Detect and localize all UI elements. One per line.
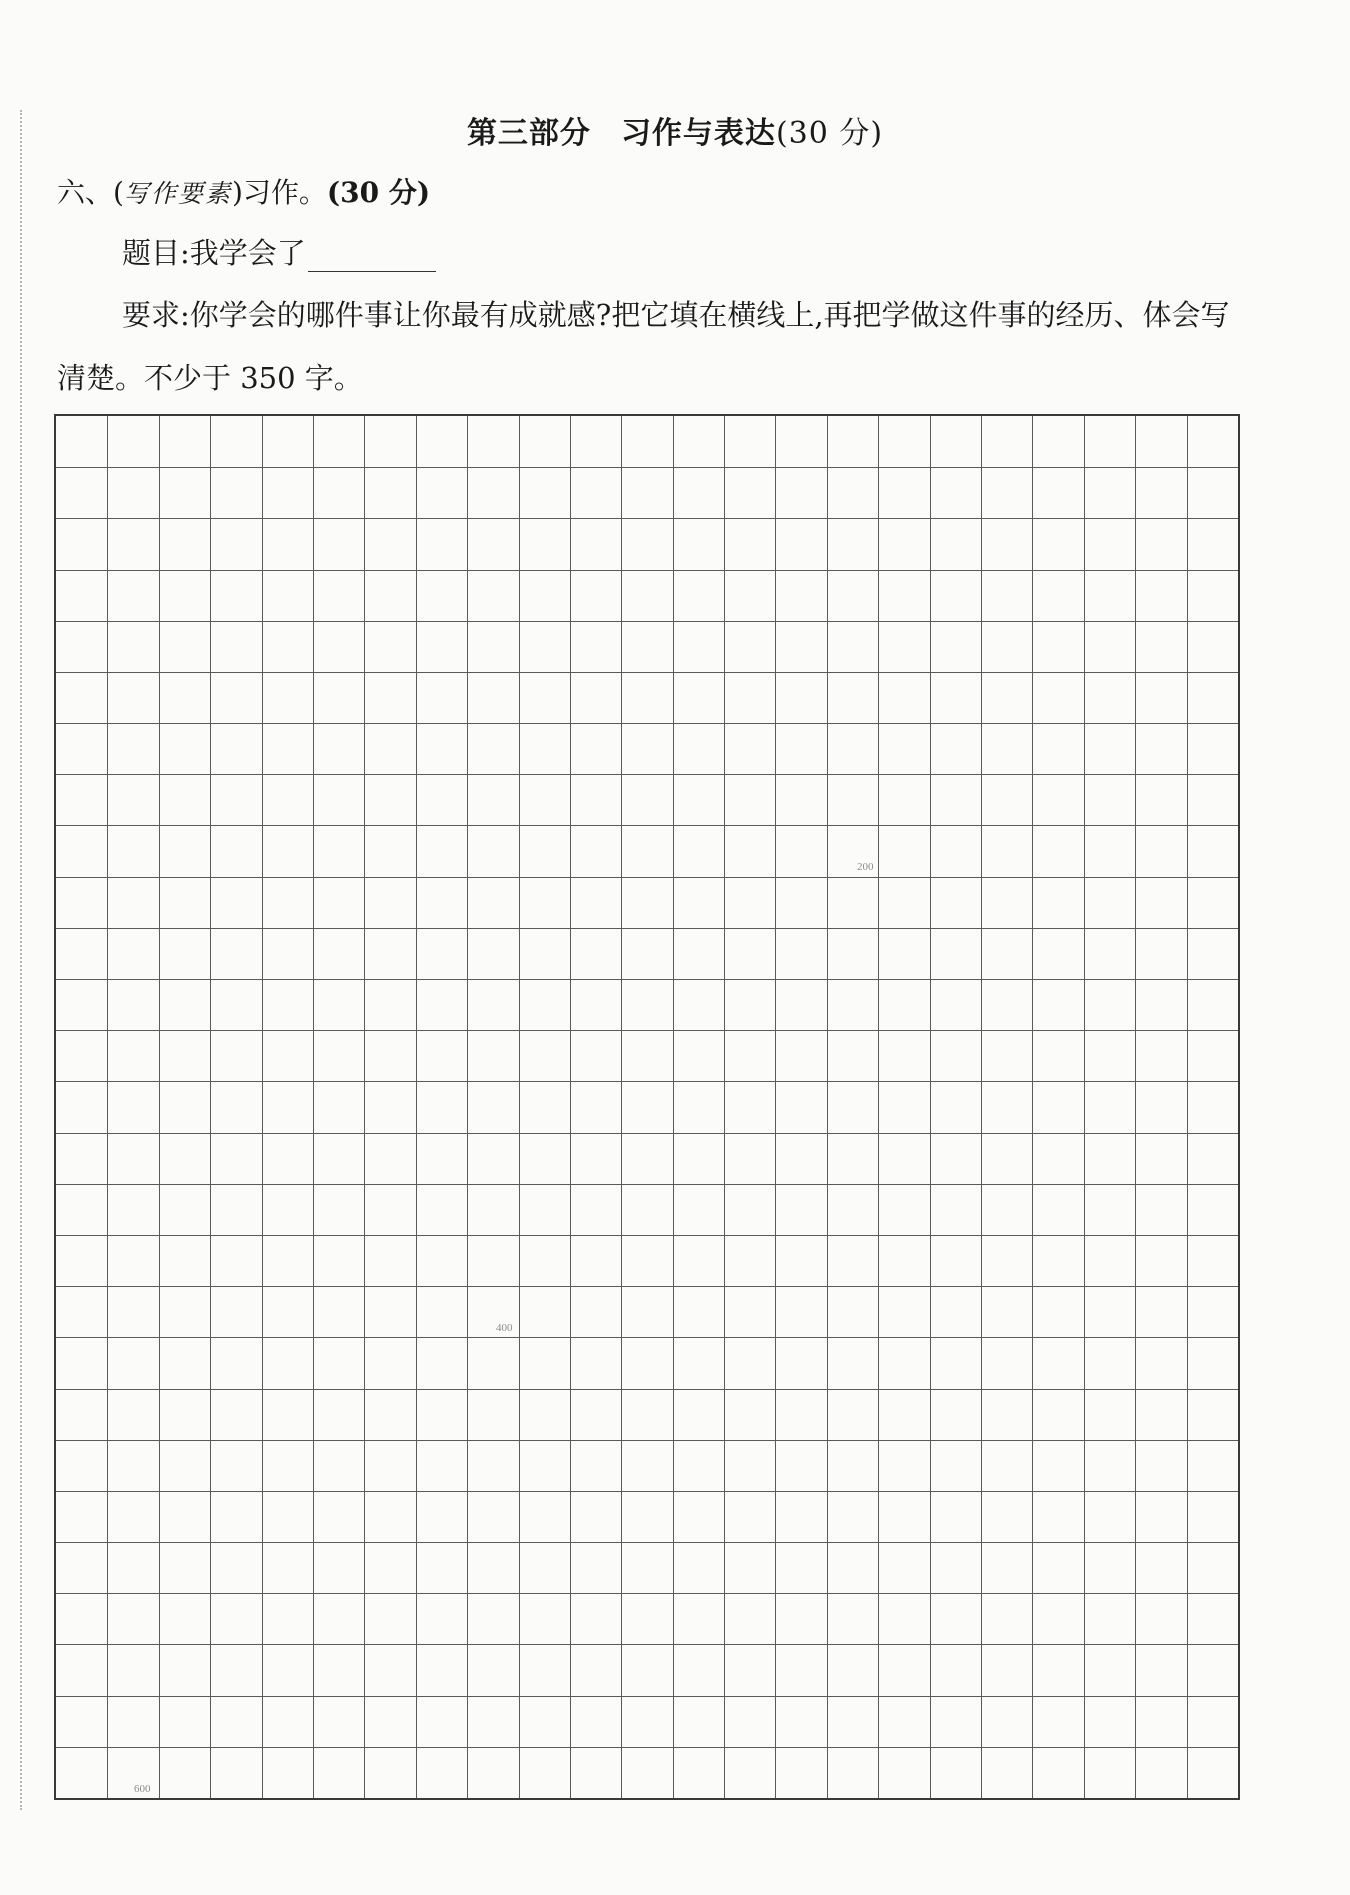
- section-title-main: 第三部分: [466, 116, 591, 151]
- question-suffix: )习作。: [231, 176, 327, 209]
- question-element: 写作要素: [123, 179, 232, 208]
- section-title: [0, 108, 1350, 152]
- section-title-sub: 习作与表达: [620, 116, 776, 151]
- topic-blank-input[interactable]: [308, 241, 436, 272]
- marker-400: 400: [496, 1322, 513, 1334]
- requirement-text: 要求:你学会的哪件事让你最有成就感?把它填在横线上,再把学做这件事的经历、体会写清楚。不少于 350 字。: [57, 298, 1230, 395]
- topic-line: [122, 231, 436, 272]
- grid-lines: [56, 416, 1238, 1798]
- question-heading: [57, 171, 430, 211]
- binding-margin-line: [20, 110, 22, 1810]
- question-points: (30 分): [326, 176, 431, 209]
- writing-grid[interactable]: [54, 414, 1240, 1800]
- topic-label: 题目:我学会了: [122, 236, 306, 270]
- marker-200: 200: [857, 861, 874, 873]
- marker-600: 600: [134, 1783, 151, 1795]
- question-prefix: 六、(: [57, 176, 124, 209]
- section-score: (30 分): [775, 116, 884, 151]
